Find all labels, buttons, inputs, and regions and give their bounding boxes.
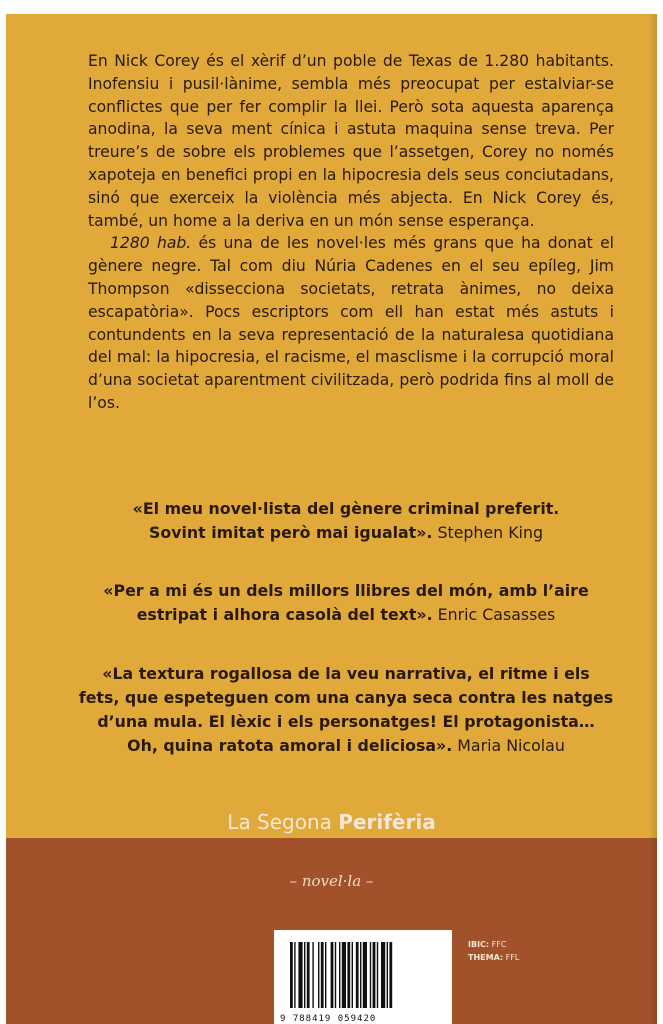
barcode-bar [339,942,340,1008]
barcode-bar [342,942,346,1008]
blurb-text: «El meu novel·lista del gènere criminal preferit. [132,499,560,518]
synopsis-paragraph-2-text: és una de les novel·les més grans que ha donat el gènere negre. Tal com diu Núria Cadenes en el seu epíleg, Jim Thompson «dissecciona societats, retrata ànimes, no deixa escapatòria». Pocs escriptors com ell han estat més astuts i contundents en la seva representació de la naturalesa quotidiana del mal: la hipocresia, el racisme, el masclisme i la corrupció moral d’una societat aparentment civilitzada, però podrida fins al moll de l’os. [88,234,614,412]
blurb-enric-casasses [66,579,626,627]
thema-code: FFL [505,953,520,962]
barcode-bar [352,942,353,1008]
blurb-stephen-king [66,497,626,545]
barcode-bar [373,942,376,1008]
blurb-text: Oh, quina ratota amoral i deliciosa». [127,736,453,755]
barcode-bar [347,942,350,1008]
ibic-label: IBIC: [468,940,490,949]
blurb-text: «Per a mi és un dels millors llibres del món, amb l’aire [103,581,589,600]
barcode-bar [381,942,385,1008]
barcode-bar [377,942,378,1008]
barcode-bar [331,942,334,1008]
barcode-bar [290,942,293,1008]
blurb-author: Enric Casasses [437,605,556,624]
synopsis-paragraph-2 [88,232,614,414]
barcode-bar [360,942,361,1008]
book-title-italic: 1280 hab. [110,234,192,253]
barcode-bar [389,942,392,1008]
synopsis [88,50,614,415]
barcode-bar [370,942,371,1008]
barcode-bar [356,942,359,1008]
synopsis-paragraph-1: En Nick Corey és el xèrif d’un poble de Texas de 1.280 habitants. Inofensiu i pusil·lànime, sembla més preocupat per estalviar-se conflictes que per fer complir la llei. Però sota aquesta aparença anodina, la seva ment cínica i astuta maquina sense treva. Per treure’s de sobre els problemes que l’assetgen, Corey no només xapoteja en benefici propi en la hipocresia dels seus conciutadans, sinó que exerceix la violència més abjecta. En Nick Corey és, també, un home a la deriva en un món sense esperança. [88,52,614,230]
genre-label: – novel·la – [289,872,374,890]
blurb-text: Sovint imitat però mai igualat». [148,523,433,542]
blurb-text: fets, que espeteguen com una canya seca contra les natges [78,688,614,707]
ibic-code: FFC [491,940,507,949]
blurb-text: «La textura rogallosa de la veu narrativa, el ritme i els [102,664,590,683]
book-back-cover [6,14,657,1024]
barcode-bar [307,942,310,1008]
barcode-bar [325,942,326,1008]
barcode-bar [335,942,336,1008]
publisher-logo [6,810,657,834]
barcode-bar [318,942,319,1008]
thema-label: THEMA: [468,953,504,962]
publisher-name-bold: Perifèria [338,810,436,834]
barcode-bar [363,942,367,1008]
publisher-name-light: La Segona [227,810,339,834]
blurb-text: d’una mula. El lèxic i els personatges! El protagonista… [97,712,595,731]
barcode-bar [304,942,305,1008]
barcode-bar [312,942,313,1008]
barcode [274,930,452,1024]
barcode-bar [298,942,302,1008]
barcode-bar [294,942,295,1008]
barcode-bars-icon [288,942,438,1008]
blurb-text: estripat i alhora casolà del text». [136,605,433,624]
blurb-author: Maria Nicolau [457,736,565,755]
blurb-author: Stephen King [437,523,543,542]
barcode-bar [387,942,388,1008]
classification-codes [468,938,519,964]
barcode-bar [321,942,324,1008]
blurb-maria-nicolau [66,662,626,758]
barcode-number: 9 788419 059420 [280,1014,377,1024]
